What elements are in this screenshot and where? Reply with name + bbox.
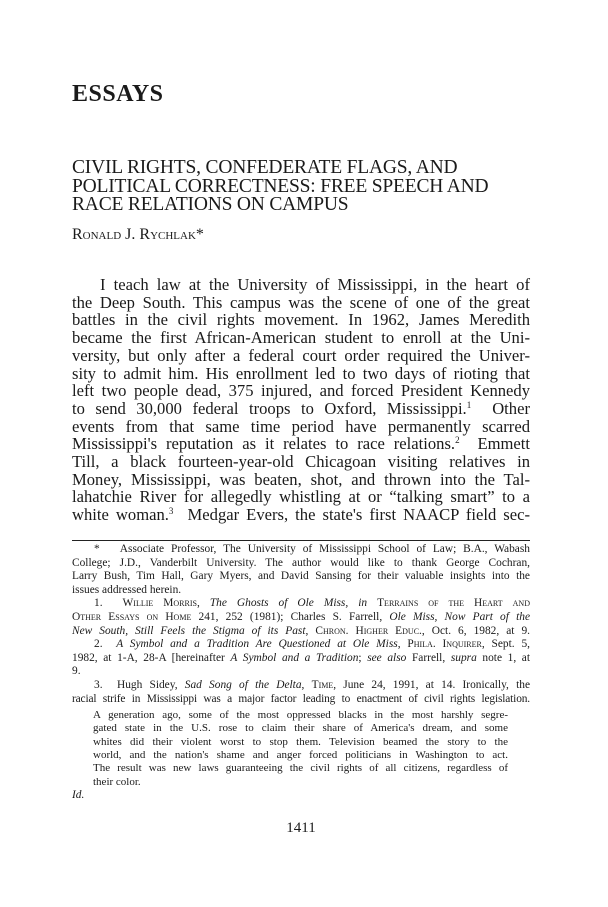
body-text-fragment: Other xyxy=(492,398,530,418)
article-title xyxy=(72,159,542,215)
footnote-line xyxy=(72,611,530,625)
quote-line: world, and the nation's shame and anger forced politicians in Washington to act. xyxy=(93,749,508,762)
body-line: lahatchie River for allegedly whistling at or “talking smart” to a xyxy=(72,487,530,507)
footnote-line: New South, Still Feels the Stigma of its Past, Chron. Higher Educ., Oct. 6, 1982, at 9. xyxy=(72,624,530,637)
cite-signal: Id. xyxy=(72,788,85,801)
cite-source: Other Essays on Home xyxy=(72,610,192,623)
footnote-2: 2. A Symbol and a Tradition Are Questioned at Ole Miss, Phila. Inquirer, Sept. 5, xyxy=(94,638,531,651)
body-line: battles in the civil rights movement. In 1962, James Meredith xyxy=(72,310,530,330)
cite-title: New South, Still Feels the Stigma of its Past xyxy=(72,624,306,637)
footnote-divider xyxy=(72,540,530,541)
footnote-line: issues addressed herein. xyxy=(72,583,182,596)
section-heading: ESSAYS xyxy=(72,81,164,107)
cite-source: Terrains of the Heart and xyxy=(377,597,530,610)
body-line: events from that same time period have permanently scarred xyxy=(72,416,530,436)
footnote-line: Larry Bush, Tim Hall, Gary Myers, and David Sansing for their valuable insights into the xyxy=(72,570,530,583)
footnote-line: College; J.D., Vanderbilt University. The author would like to thank George Cochran, xyxy=(72,556,530,569)
title-line: POLITICAL CORRECTNESS: FREE SPEECH AND xyxy=(72,175,489,197)
footnote-line xyxy=(72,652,530,666)
title-line: RACE RELATIONS ON CAMPUS xyxy=(72,194,349,216)
quote-line: gated state in the U.S. rose to claim their share of America's dream, and some xyxy=(93,722,508,735)
cite-author: Willie Morris, xyxy=(122,597,200,610)
cite-text: , June 24, 1991, at 14. Ironically, the xyxy=(333,678,531,691)
cite-title: The Ghosts of Ole Miss, xyxy=(209,597,349,610)
footnote-ref-3[interactable]: 3 xyxy=(168,506,174,517)
body-text-fragment: Emmett xyxy=(477,434,531,454)
body-line: the Deep South. This campus was the scene of one of the great xyxy=(72,292,530,312)
body-line: versity, but only after a federal court order required the Univer- xyxy=(72,345,530,365)
body-line: left two people dead, 375 injured, and forced President Kennedy xyxy=(72,381,530,401)
footnote-ref-2[interactable]: 2 xyxy=(455,435,460,446)
footnote-3: 3. Hugh Sidey, Sad Song of the Delta, Time, June 24, 1991, at 14. Ironically, the xyxy=(94,678,531,691)
cite-source: Chron. Higher Educ. xyxy=(315,624,422,637)
cite-author: Hugh Sidey, xyxy=(116,678,178,691)
cite-signal: in xyxy=(358,597,368,610)
footnote-number: 2. xyxy=(94,638,103,651)
title-line: CIVIL RIGHTS, CONFEDERATE FLAGS, AND xyxy=(72,157,458,178)
quote-line: A generation ago, some of the most oppressed blacks in the most harshly segre- xyxy=(93,709,508,722)
body-text-fragment: Medgar Evers, the state's first NAACP field sec- xyxy=(187,505,531,525)
body-line: became the first African-American student to enroll at the Uni- xyxy=(72,328,530,348)
id-citation xyxy=(72,789,530,803)
body-line xyxy=(72,506,530,524)
cite-text: Farrell, xyxy=(406,651,451,664)
body-line: I teach law at the University of Mississippi, in the heart of xyxy=(100,275,530,294)
body-text-fragment: to send 30,000 federal troops to Oxford, Mississippi. xyxy=(72,398,467,418)
footnote-ref-1[interactable]: 1 xyxy=(466,399,472,410)
page-number: 1411 xyxy=(286,820,316,836)
cite-title: A Symbol and a Tradition xyxy=(230,651,359,664)
footnote-line: racial strife in Mississippi was a major factor leading to enactment of civil rights legislation. xyxy=(72,692,530,705)
author-byline: Ronald J. Rychlak* xyxy=(72,226,204,243)
cite-title: Ole Miss, Now Part of the xyxy=(389,610,530,623)
footnote-number: 3. xyxy=(94,678,103,691)
body-line: sity to admit him. His enrollment led to two days of rioting that xyxy=(72,363,530,383)
cite-signal: supra xyxy=(450,651,477,664)
body-line: Till, a black fourteen-year-old Chicagoan visiting relatives in xyxy=(72,452,530,472)
body-text-fragment: Mississippi's reputation as it relates to race relations. xyxy=(72,434,456,454)
footnote-line: 9. xyxy=(72,665,81,678)
body-line xyxy=(72,435,530,453)
cite-source: Time xyxy=(311,678,334,691)
footnote-marker: * xyxy=(94,543,100,555)
cite-text: note 1, at xyxy=(476,651,531,664)
cite-source: Phila. Inquirer xyxy=(407,638,482,651)
block-quote xyxy=(72,709,508,789)
footnotes xyxy=(72,543,530,803)
footnote-number: 1. xyxy=(94,597,103,610)
quote-line: whites did their violent worst to stop them. Television beamed the story to the xyxy=(93,735,508,748)
footnote-text: Associate Professor, The University of Mississippi School of Law; B.A., Wabash xyxy=(119,543,530,555)
footnote-1 xyxy=(72,597,530,611)
cite-text: , Oct. 6, 1982, at 9. xyxy=(421,624,530,637)
cite-text: 241, 252 (1981); Charles S. Farrell, xyxy=(191,610,390,623)
footnote-star xyxy=(72,543,530,557)
body-line: Money, Mississippi, was beaten, shot, and thrown into the Tal- xyxy=(72,469,530,489)
body-line xyxy=(72,400,530,418)
cite-text: ; xyxy=(358,651,368,664)
cite-text: , Sept. 5, xyxy=(481,638,531,651)
body-text-fragment: white woman. xyxy=(72,505,169,525)
cite-title: A Symbol and a Tradition Are Questioned at Ole Miss xyxy=(116,638,398,651)
quote-line: The result was new laws guaranteeing the civil rights of all citizens, regardless of xyxy=(93,762,508,775)
cite-text: 1982, at 1-A, 28-A [hereinafter xyxy=(72,651,231,664)
quote-line: their color. xyxy=(93,775,141,788)
cite-signal: see also xyxy=(367,651,407,664)
body-paragraph xyxy=(72,276,530,524)
cite-title: Sad Song of the Delta xyxy=(184,678,302,691)
